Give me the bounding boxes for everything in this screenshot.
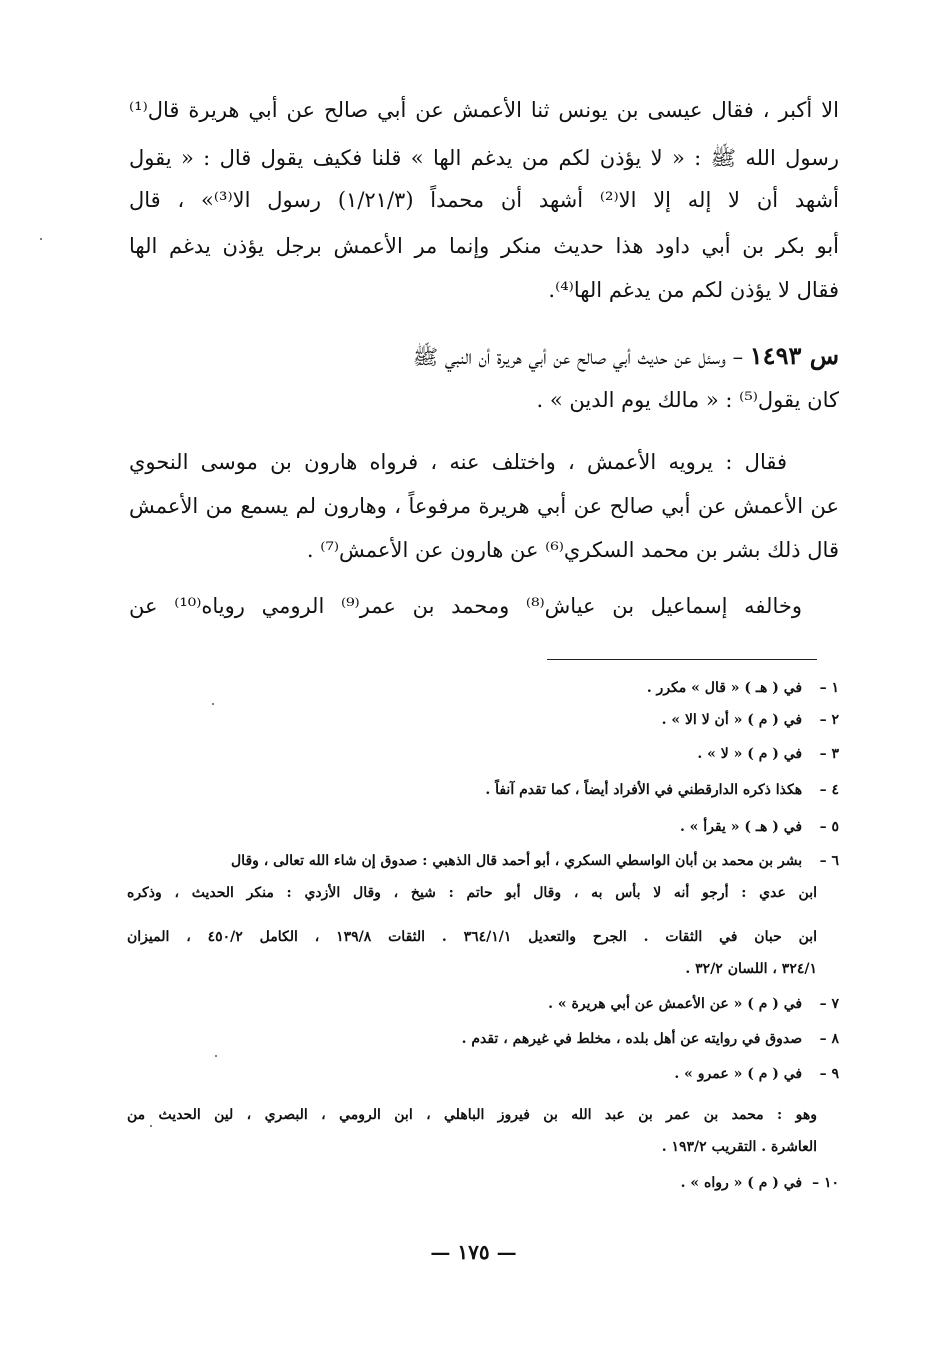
- text-line: قال ذلك بشر بن محمد السكري⁽⁶⁾ عن هارون عن الأعمش⁽⁷⁾ .: [306, 538, 839, 562]
- footnote: [462, 1028, 839, 1050]
- footnote: [681, 1172, 839, 1194]
- text-line: أشهد أن لا إله إلا الا⁽²⁾ أشهد أن محمداً (١/٢١/٣) رسول الا⁽³⁾» ، قال: [129, 188, 839, 212]
- footnote-text: في ( هـ ) « قال » مكرر .: [646, 680, 803, 696]
- question-text: – وسئل عن حديث أبي صالح عن أبي هريرة أن النبي ﷺ: [412, 345, 744, 369]
- footnote-text: في ( م ) « رواه » .: [680, 1175, 803, 1191]
- text-line: وخالفه إسماعيل بن عياش⁽⁸⁾ ومحمد بن عمر⁽⁹⁾ الرومي روياه⁽¹⁰⁾ عن: [129, 594, 802, 618]
- footnote: [674, 1063, 839, 1085]
- footnote: [485, 779, 839, 801]
- footnote-number: ٦ –: [819, 853, 839, 869]
- text-line: فقال لا يؤذن لكم من يدغم الها⁽⁴⁾.: [548, 278, 839, 302]
- scan-speck: [150, 1125, 152, 1127]
- footnote: [680, 816, 839, 838]
- footnote-number: ٧ –: [819, 996, 839, 1012]
- footnote-text: في ( هـ ) « يقرأ » .: [679, 819, 803, 835]
- footnote-number: ٤ –: [819, 782, 839, 798]
- footnote-number: ٥ –: [819, 819, 839, 835]
- footnote-number: ٩ –: [819, 1066, 839, 1082]
- footnote-text: صدوق في روايته عن أهل بلده ، مخلط في غيرهم ، تقدم .: [461, 1031, 803, 1047]
- footnote-text: في ( م ) « عن الأعمش عن أبي هريرة » .: [548, 996, 803, 1012]
- footnote-number: ١٠ –: [812, 1175, 839, 1191]
- question-number: س ١٤٩٣: [749, 341, 839, 370]
- footnote: [548, 993, 839, 1015]
- scan-speck: [40, 238, 42, 240]
- footnote-text: بشر بن محمد بن أبان الواسطي السكري ، أبو أحمد قال الذهبي : صدوق إن شاء الله تعالى ، وقال: [231, 853, 803, 869]
- footnote-continuation: العاشرة . التقريب ١٩٣/٢ .: [661, 1139, 817, 1155]
- footnote-text: في ( م ) « لا » .: [697, 746, 803, 762]
- footnote-text: هكذا ذكره الدارقطني في الأفراد أيضاً ، كما تقدم آنفاً .: [485, 782, 803, 798]
- text-line: أبو بكر بن أبي داود هذا حديث منكر وإنما مر الأعمش برجل يؤذن يدغم الها: [129, 234, 839, 258]
- footnote-number: ٣ –: [819, 746, 839, 762]
- page-number: — ١٧٥ —: [430, 1240, 517, 1264]
- text-line: فقال : يرويه الأعمش ، واختلف عنه ، فرواه هارون بن موسى النحوي: [129, 450, 787, 474]
- footnote-text: في ( م ) « أن لا الا » .: [661, 712, 803, 728]
- footnote-divider: [547, 659, 817, 660]
- text-line: رسول الله ﷺ : « لا يؤذن لكم من يدغم الها » قلنا فكيف يقول قال : « يقول: [129, 146, 839, 170]
- footnote-number: ١ –: [819, 680, 839, 696]
- footnote-text: في ( م ) « عمرو » .: [674, 1066, 803, 1082]
- footnote: [662, 709, 839, 731]
- footnote-number: ٨ –: [819, 1031, 839, 1047]
- footnote-continuation: ٣٢٤/١ ، اللسان ٣٢/٢ .: [685, 961, 817, 977]
- footnote: [130, 850, 839, 872]
- question-line: [129, 340, 839, 372]
- footnote-continuation: ابن حبان في الثقات . الجرح والتعديل ٣٦٤/١/١ . الثقات ١٣٩/٨ ، الكامل ٤٥٠/٢ ، الميزان: [127, 929, 817, 945]
- scan-speck: [212, 703, 214, 705]
- footnote-continuation: وهو : محمد بن عمر بن عبد الله بن فيروز الباهلي ، ابن الرومي ، البصري ، لين الحديث من: [127, 1107, 817, 1123]
- text-line: الا أكبر ، فقال عيسى بن يونس ثنا الأعمش عن أبي صالح عن أبي هريرة قال⁽¹⁾: [129, 98, 839, 122]
- text-line: كان يقول⁽⁵⁾ : « مالك يوم الدين » .: [536, 388, 839, 412]
- footnote-continuation: ابن عدي : أرجو أنه لا بأس به ، وقال أبو حاتم : شيخ ، وقال الأزدي : منكر الحديث ، وذكره: [127, 885, 817, 901]
- footnote: [647, 677, 839, 699]
- footnote-number: ٢ –: [819, 712, 839, 728]
- text-line: عن الأعمش عن أبي صالح عن أبي هريرة مرفوعاً ، وهارون لم يسمع من الأعمش: [129, 494, 839, 518]
- footnote: [697, 743, 839, 765]
- scan-speck: [215, 1055, 217, 1057]
